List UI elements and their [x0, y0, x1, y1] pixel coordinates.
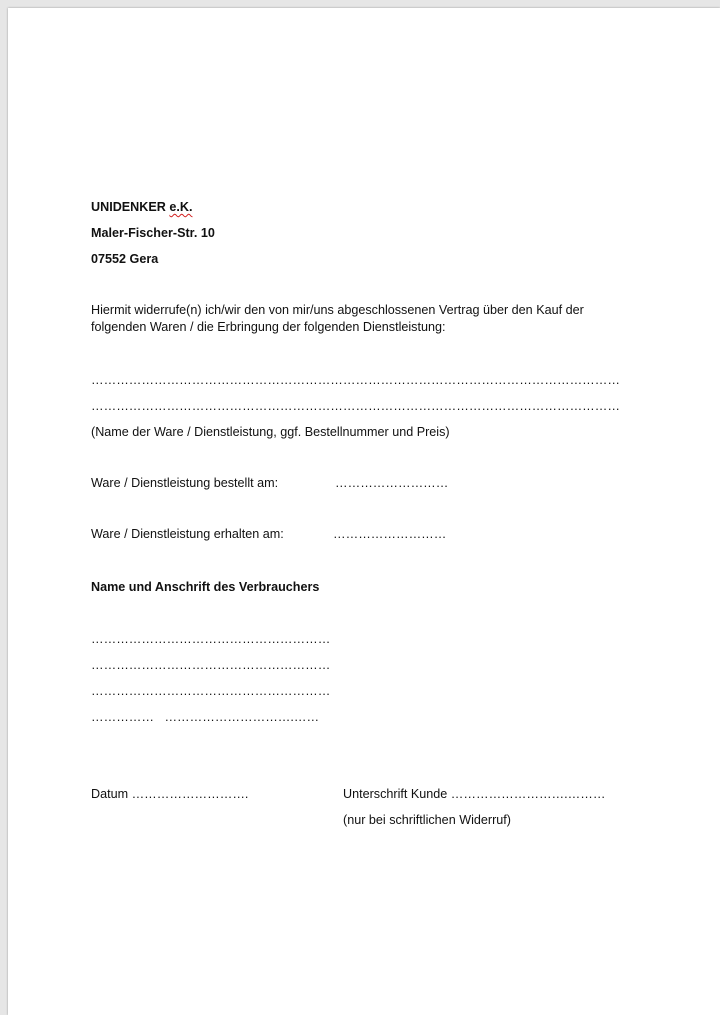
consumer-dotted-line-1: …………………………………………………: [91, 632, 331, 646]
signature-note: (nur bei schriftlichen Widerruf): [343, 813, 511, 827]
consumer-heading: Name und Anschrift des Verbrauchers: [91, 580, 320, 594]
consumer-dotted-line-4: …………… ………………………….……: [91, 710, 320, 724]
goods-caption: (Name der Ware / Dienstleistung, ggf. Bestellnummer und Preis): [91, 425, 450, 439]
date-field: Datum ……………………….: [91, 787, 249, 801]
statement-line-1: Hiermit widerrufe(n) ich/wir den von mir/uns abgeschlossenen Vertrag über den Kauf der: [91, 303, 584, 317]
company-city: 07552 Gera: [91, 252, 159, 266]
company-legal-form: e.K.: [169, 200, 193, 214]
goods-dotted-line-1: ………………………………………………………………………………………………………………: [91, 373, 620, 387]
company-name: UNIDENKER: [91, 200, 166, 214]
received-label: Ware / Dienstleistung erhalten am:: [91, 527, 284, 541]
consumer-dotted-line-2: …………………………………………………: [91, 658, 331, 672]
ordered-label: Ware / Dienstleistung bestellt am:: [91, 476, 279, 490]
ordered-dots: ………………………: [335, 476, 449, 490]
consumer-dotted-line-3: …………………………………………………: [91, 684, 331, 698]
document-page: [8, 8, 720, 1015]
goods-dotted-line-2: ………………………………………………………………………………………………………………: [91, 399, 620, 413]
signature-field: Unterschrift Kunde ……………………….………: [343, 787, 606, 801]
statement-line-2: folgenden Waren / die Erbringung der folgenden Dienstleistung:: [91, 320, 446, 334]
company-name-line: [91, 200, 192, 215]
company-street: Maler-Fischer-Str. 10: [91, 226, 215, 240]
received-dots: ………………………: [333, 527, 447, 541]
